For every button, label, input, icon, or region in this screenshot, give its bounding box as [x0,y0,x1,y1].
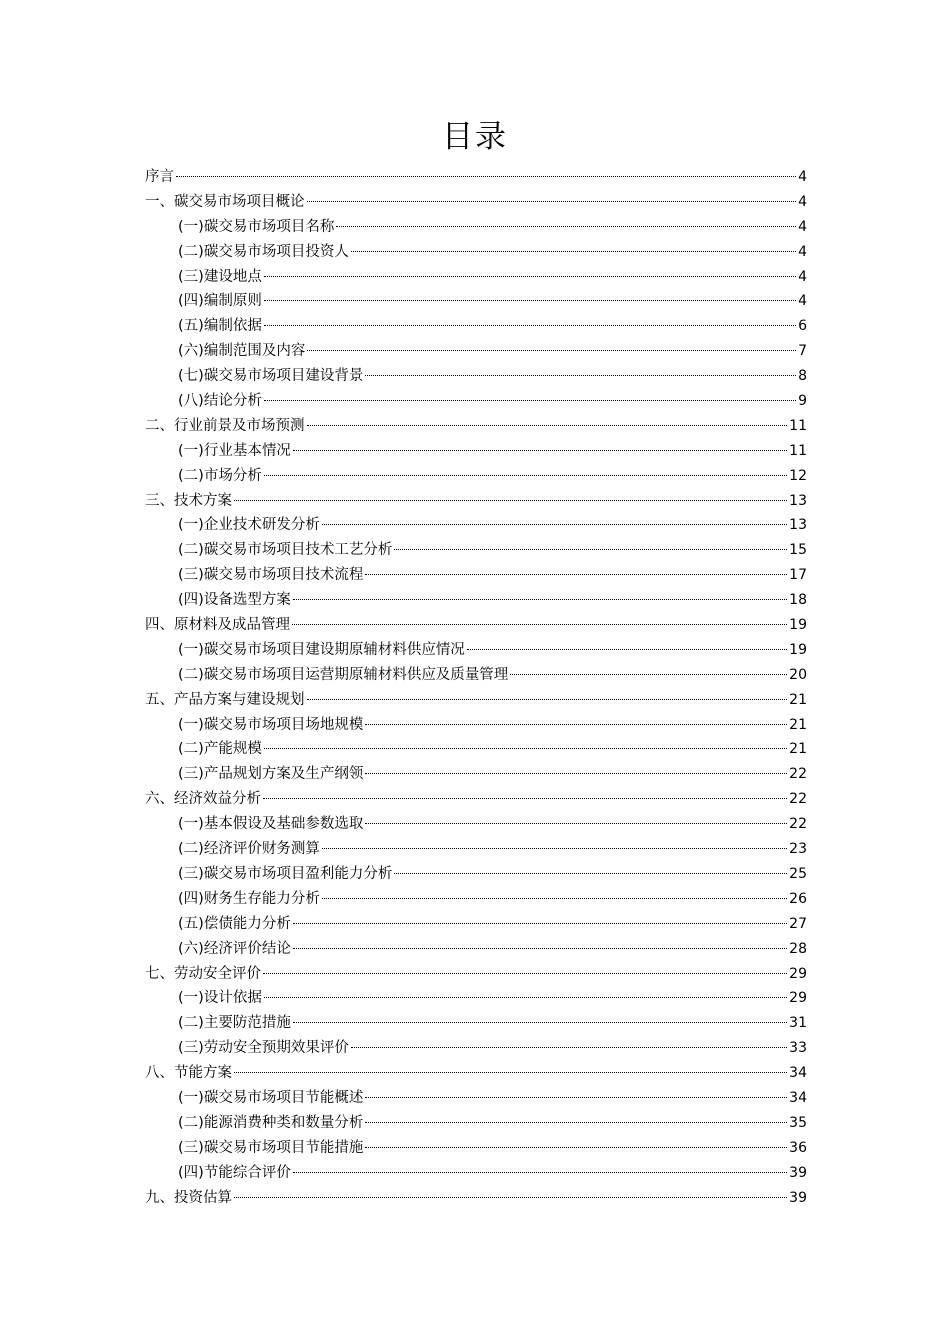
toc-entry[interactable] [145,439,807,464]
toc-page-number: 19 [789,617,807,634]
toc-entry-title: (三)碳交易市场项目节能措施 [178,1139,364,1156]
toc-entry[interactable] [145,1011,807,1036]
toc-dot-leader [264,276,796,277]
toc-dot-leader [307,699,788,700]
toc-dot-leader [365,773,787,774]
toc-entry-title: (一)碳交易市场项目节能概述 [178,1089,364,1106]
toc-dot-leader [365,823,787,824]
toc-entry[interactable] [145,837,807,862]
toc-entry[interactable] [145,787,807,812]
toc-page-number: 7 [798,343,807,360]
toc-page-number: 21 [789,741,807,758]
toc-entry[interactable] [145,663,807,688]
toc-entry-title: (二)碳交易市场项目技术工艺分析 [178,542,393,559]
toc-entry-title: 六、经济效益分析 [145,791,261,808]
toc-entry[interactable] [145,1111,807,1136]
toc-dot-leader [292,624,787,625]
toc-entry[interactable] [145,588,807,613]
toc-entry-title: (一)碳交易市场项目名称 [178,218,335,235]
toc-entry[interactable] [145,339,807,364]
toc-entry[interactable] [145,912,807,937]
toc-dot-leader [293,450,787,451]
toc-entry-title: (六)编制范围及内容 [178,343,306,360]
toc-page-number: 21 [789,691,807,708]
toc-dot-leader [234,1197,787,1198]
toc-entry-title: (三)碳交易市场项目盈利能力分析 [178,865,393,882]
toc-dot-leader [394,873,787,874]
toc-entry[interactable] [145,289,807,314]
toc-dot-leader [467,649,787,650]
toc-dot-leader [322,848,787,849]
toc-page-number: 23 [789,841,807,858]
toc-entry-title: (二)主要防范措施 [178,1015,291,1032]
toc-dot-leader [365,1097,787,1098]
toc-page-number: 22 [789,766,807,783]
toc-entry-title: 七、劳动安全评价 [145,965,261,982]
toc-entry-title: (一)企业技术研发分析 [178,517,320,534]
toc-dot-leader [365,375,796,376]
toc-page-number: 4 [798,293,807,310]
toc-dot-leader [365,1122,787,1123]
toc-dot-leader [264,400,796,401]
toc-entry[interactable] [145,812,807,837]
toc-entry-title: (四)设备选型方案 [178,592,291,609]
toc-dot-leader [234,500,787,501]
toc-page-number: 31 [789,1015,807,1032]
toc-dot-leader [264,748,787,749]
toc-entry[interactable] [145,1186,807,1211]
toc-page-number: 9 [798,393,807,410]
toc-entry-title: (三)建设地点 [178,268,262,285]
toc-entry-title: (二)碳交易市场项目投资人 [178,243,349,260]
toc-dot-leader [365,574,787,575]
toc-dot-leader [264,997,787,998]
table-of-contents [145,165,807,1210]
toc-page-number: 6 [798,318,807,335]
toc-dot-leader [307,350,796,351]
toc-page-number: 4 [798,218,807,235]
toc-entry-title: (四)财务生存能力分析 [178,890,320,907]
toc-page-number: 34 [789,1089,807,1106]
toc-entry[interactable] [145,1086,807,1111]
toc-entry[interactable] [145,389,807,414]
toc-dot-leader [365,724,787,725]
toc-dot-leader [264,325,796,326]
toc-page-number: 18 [789,592,807,609]
toc-entry[interactable] [145,762,807,787]
toc-page-number: 22 [789,816,807,833]
toc-entry-title: (一)碳交易市场项目场地规模 [178,716,364,733]
toc-entry[interactable] [145,862,807,887]
toc-entry-title: (一)碳交易市场项目建设期原辅材料供应情况 [178,641,465,658]
toc-page-number: 21 [789,716,807,733]
toc-entry-title: (三)碳交易市场项目技术流程 [178,567,364,584]
toc-entry[interactable] [145,638,807,663]
toc-dot-leader [263,973,787,974]
toc-entry-title: 四、原材料及成品管理 [145,617,290,634]
toc-page-number: 13 [789,492,807,509]
toc-entry[interactable] [145,887,807,912]
toc-dot-leader [365,1147,787,1148]
toc-page-number: 39 [789,1164,807,1181]
toc-dot-leader [293,599,787,600]
toc-page-number: 11 [789,442,807,459]
page-title: 目录 [442,119,508,155]
toc-entry[interactable] [145,563,807,588]
toc-entry[interactable] [145,737,807,762]
toc-page-number: 22 [789,791,807,808]
toc-page-number: 25 [789,865,807,882]
toc-dot-leader [234,1072,787,1073]
toc-entry[interactable] [145,1061,807,1086]
toc-entry-title: (六)经济评价结论 [178,940,291,957]
toc-entry[interactable] [145,1161,807,1186]
toc-entry[interactable] [145,538,807,563]
toc-dot-leader [510,674,787,675]
toc-page-number: 11 [789,417,807,434]
toc-entry-title: 三、技术方案 [145,492,232,509]
toc-entry-title: 八、节能方案 [145,1065,232,1082]
toc-dot-leader [293,923,787,924]
toc-entry[interactable] [145,489,807,514]
toc-entry[interactable] [145,713,807,738]
toc-entry[interactable] [145,190,807,215]
toc-entry[interactable] [145,688,807,713]
toc-page-number: 39 [789,1189,807,1206]
toc-page-number: 29 [789,990,807,1007]
toc-entry-title: (二)产能规模 [178,741,262,758]
toc-entry-title: (四)编制原则 [178,293,262,310]
toc-page-number: 4 [798,268,807,285]
toc-entry[interactable] [145,364,807,389]
toc-page-number: 4 [798,243,807,260]
toc-dot-leader [264,300,796,301]
toc-dot-leader [176,176,796,177]
toc-dot-leader [351,251,796,252]
toc-entry[interactable] [145,1136,807,1161]
toc-entry-title: (二)市场分析 [178,467,262,484]
toc-page-number: 8 [798,368,807,385]
toc-dot-leader [307,425,788,426]
toc-entry[interactable] [145,314,807,339]
toc-page-number: 4 [798,169,807,185]
toc-dot-leader [322,524,787,525]
toc-dot-leader [293,1172,787,1173]
toc-entry[interactable] [145,414,807,439]
toc-page-number: 15 [789,542,807,559]
toc-entry-title: 一、碳交易市场项目概论 [145,193,305,210]
toc-entry-title: (五)偿债能力分析 [178,915,291,932]
toc-entry[interactable] [145,265,807,290]
toc-dot-leader [394,549,787,550]
toc-entry-title: 九、投资估算 [145,1189,232,1206]
toc-page-number: 17 [789,567,807,584]
toc-dot-leader [322,898,787,899]
toc-entry[interactable] [145,215,807,240]
toc-dot-leader [293,948,787,949]
toc-entry-title: (四)节能综合评价 [178,1164,291,1181]
toc-entry[interactable] [145,240,807,265]
toc-page-number: 4 [798,193,807,210]
toc-entry-title: (二)碳交易市场项目运营期原辅材料供应及质量管理 [178,666,509,683]
toc-entry-title: (三)劳动安全预期效果评价 [178,1040,349,1057]
toc-entry-title: (二)经济评价财务测算 [178,841,320,858]
toc-entry[interactable] [145,464,807,489]
toc-entry-title: (一)设计依据 [178,990,262,1007]
toc-entry[interactable] [145,962,807,987]
toc-dot-leader [351,1047,787,1048]
toc-page-number: 33 [789,1040,807,1057]
toc-page-number: 29 [789,965,807,982]
toc-dot-leader [307,201,797,202]
toc-dot-leader [293,1022,787,1023]
toc-entry-title: (一)行业基本情况 [178,442,291,459]
toc-entry-title: (一)基本假设及基础参数选取 [178,816,364,833]
toc-page-number: 12 [789,467,807,484]
toc-page-number: 28 [789,940,807,957]
toc-entry-title: (五)编制依据 [178,318,262,335]
toc-page-number: 20 [789,666,807,683]
toc-page-number: 27 [789,915,807,932]
toc-dot-leader [336,226,796,227]
toc-page-number: 19 [789,641,807,658]
toc-entry-title: 五、产品方案与建设规划 [145,691,305,708]
toc-entry-title: 序言 [145,169,174,185]
toc-entry[interactable] [145,613,807,638]
toc-entry-title: (七)碳交易市场项目建设背景 [178,368,364,385]
toc-page-number: 34 [789,1065,807,1082]
toc-page-number: 13 [789,517,807,534]
toc-dot-leader [263,798,787,799]
toc-page-number: 36 [789,1139,807,1156]
toc-entry-title: (二)能源消费种类和数量分析 [178,1114,364,1131]
toc-entry[interactable] [145,513,807,538]
toc-entry[interactable] [145,1036,807,1061]
toc-page-number: 35 [789,1114,807,1131]
toc-entry-title: 二、行业前景及市场预测 [145,417,305,434]
toc-dot-leader [264,475,787,476]
toc-page-number: 26 [789,890,807,907]
toc-entry-title: (三)产品规划方案及生产纲领 [178,766,364,783]
toc-entry[interactable] [145,165,807,190]
toc-entry-title: (八)结论分析 [178,393,262,410]
toc-entry[interactable] [145,937,807,962]
toc-entry[interactable] [145,986,807,1011]
